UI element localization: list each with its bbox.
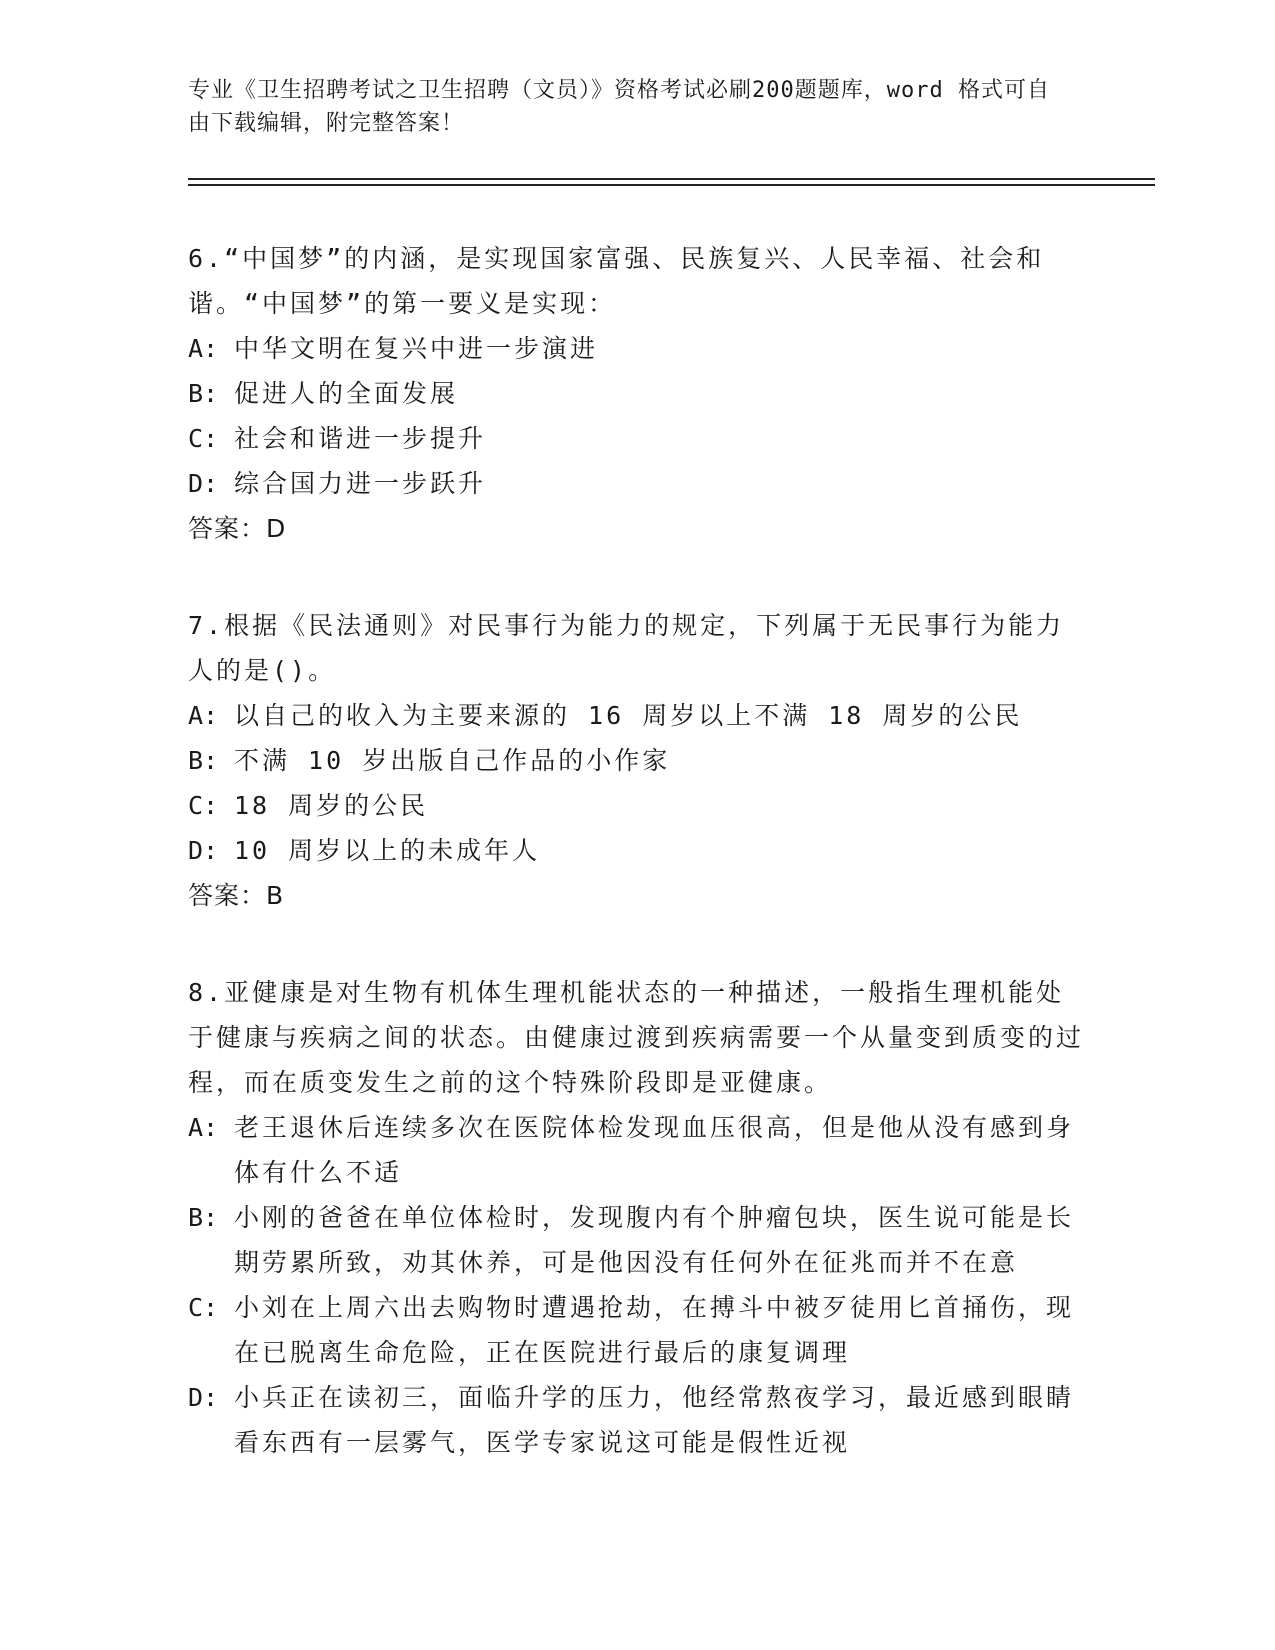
document-header: 专业《卫生招聘考试之卫生招聘（文员）》资格考试必刷200题题库，word 格式可自由下载编辑，附完整答案！ bbox=[188, 78, 1050, 136]
option-b bbox=[188, 371, 1088, 416]
option-a bbox=[188, 326, 1088, 371]
question-stem: 8.亚健康是对生物有机体生理机能状态的一种描述，一般指生理机能处于健康与疾病之间的状态。由健康过渡到疾病需要一个从量变到质变的过程，而在质变发生之前的这个特殊阶段即是亚健康。 bbox=[188, 978, 1085, 1097]
option-text: 综合国力进一步跃升 bbox=[234, 469, 487, 498]
option-text: 促进人的全面发展 bbox=[234, 379, 459, 408]
option-d bbox=[188, 1375, 1088, 1465]
option-text: 以自己的收入为主要来源的 16 周岁以上不满 18 周岁的公民 bbox=[234, 701, 1023, 730]
option-letter: A: bbox=[188, 334, 219, 363]
option-text: 小刘在上周六出去购物时遭遇抢劫，在搏斗中被歹徒用匕首捅伤，现在已脱离生命危险，正在医院进行最后的康复调理 bbox=[234, 1293, 1075, 1367]
option-d bbox=[188, 828, 1088, 873]
option-c bbox=[188, 783, 1088, 828]
question-6 bbox=[188, 236, 1088, 551]
option-letter: B: bbox=[188, 746, 219, 775]
header-divider-bottom bbox=[188, 184, 1155, 186]
option-letter: D: bbox=[188, 469, 219, 498]
option-text: 社会和谐进一步提升 bbox=[234, 424, 487, 453]
option-b bbox=[188, 738, 1088, 783]
option-a bbox=[188, 693, 1088, 738]
option-text: 小兵正在读初三，面临升学的压力，他经常熬夜学习，最近感到眼睛看东西有一层雾气，医学专家说这可能是假性近视 bbox=[234, 1383, 1075, 1457]
option-text: 小刚的爸爸在单位体检时，发现腹内有个肿瘤包块，医生说可能是长期劳累所致，劝其休养，可是他因没有任何外在征兆而并不在意 bbox=[234, 1203, 1075, 1277]
question-7 bbox=[188, 603, 1088, 918]
option-letter: C: bbox=[188, 791, 219, 820]
option-text: 不满 10 岁出版自己作品的小作家 bbox=[234, 746, 671, 775]
option-letter: B: bbox=[188, 379, 219, 408]
answer-line: 答案：D bbox=[188, 514, 287, 543]
option-letter: D: bbox=[188, 1383, 219, 1412]
option-c bbox=[188, 416, 1088, 461]
option-letter: B: bbox=[188, 1203, 219, 1232]
option-d bbox=[188, 461, 1088, 506]
option-c bbox=[188, 1285, 1088, 1375]
question-stem: 6.“中国梦”的内涵，是实现国家富强、民族复兴、人民幸福、社会和谐。“中国梦”的第一要义是实现： bbox=[188, 244, 1045, 318]
option-text: 老王退休后连续多次在医院体检发现血压很高，但是他从没有感到身体有什么不适 bbox=[234, 1113, 1075, 1187]
option-text: 18 周岁的公民 bbox=[234, 791, 429, 820]
option-text: 中华文明在复兴中进一步演进 bbox=[234, 334, 599, 363]
header-divider-top bbox=[188, 178, 1155, 180]
option-letter: C: bbox=[188, 424, 219, 453]
option-b bbox=[188, 1195, 1088, 1285]
option-text: 10 周岁以上的未成年人 bbox=[234, 836, 541, 865]
option-a bbox=[188, 1105, 1088, 1195]
option-letter: D: bbox=[188, 836, 219, 865]
option-letter: A: bbox=[188, 1113, 219, 1142]
option-letter: C: bbox=[188, 1293, 219, 1322]
answer-line: 答案：B bbox=[188, 881, 285, 910]
option-letter: A: bbox=[188, 701, 219, 730]
question-stem: 7.根据《民法通则》对民事行为能力的规定，下列属于无民事行为能力人的是()。 bbox=[188, 611, 1065, 685]
question-8 bbox=[188, 970, 1088, 1465]
question-list bbox=[188, 236, 1088, 1517]
